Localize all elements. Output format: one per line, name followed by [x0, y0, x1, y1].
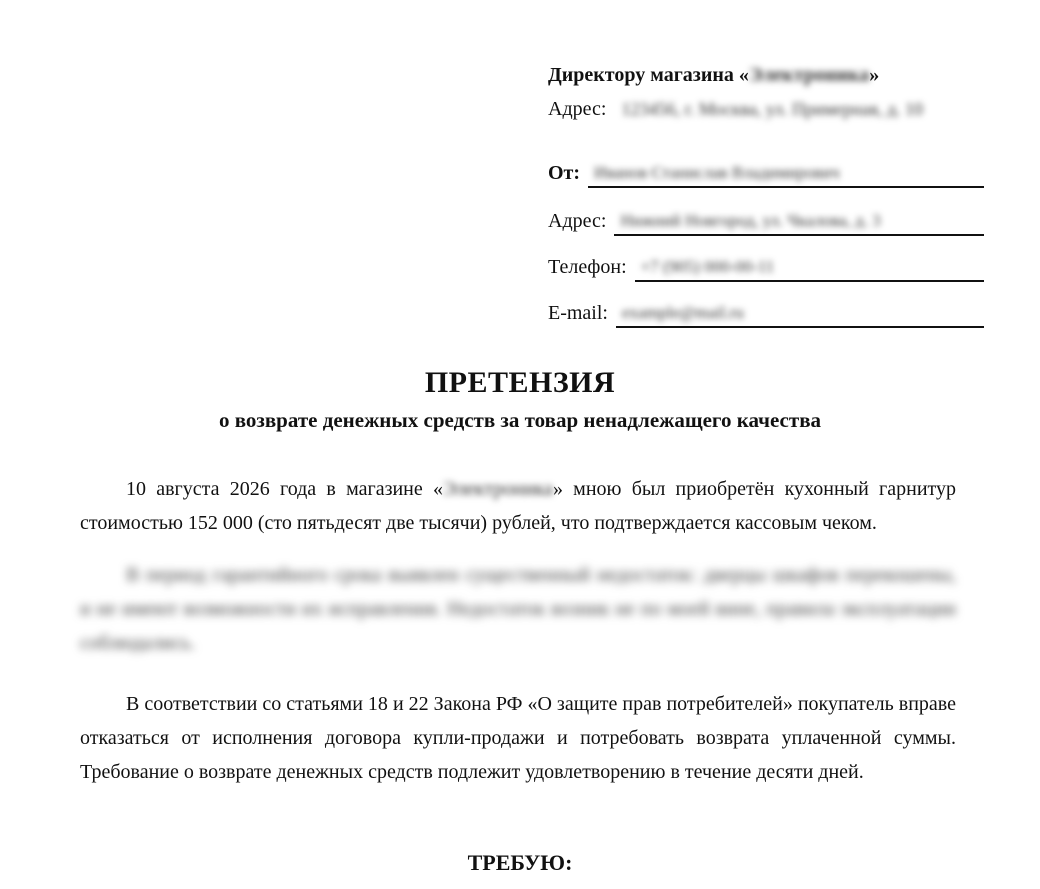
- sender-address-label: Адрес:: [548, 210, 607, 232]
- sender-address-field: [614, 208, 984, 236]
- sender-email-field: [616, 300, 984, 328]
- demand-heading: ТРЕБУЮ:: [467, 850, 573, 875]
- paragraph-defect-blurred: [80, 558, 956, 660]
- sender-email-row: [548, 298, 988, 328]
- sender-email-label: E-mail:: [548, 302, 608, 324]
- sender-from-value: Иванов Станислав Владимирович: [594, 163, 840, 182]
- recipient-address-line: [548, 94, 988, 124]
- document-subtitle: о возврате денежных средств за товар ненадлежащего качества: [218, 408, 822, 432]
- sender-phone-row: [548, 252, 988, 282]
- paragraph-purchase: [80, 472, 956, 540]
- paragraph-purchase-store: Электроника: [443, 478, 553, 500]
- paragraph-purchase-part2: » мною был приобретён кухонный гарнитур стоимостью 152 000 (сто пятьдесят две тысячи) рублей, что подтверждается кассовым чеком.: [80, 478, 957, 534]
- recipient-store-name: Электроника: [748, 64, 870, 86]
- sender-email-value: example@mail.ru: [621, 303, 744, 322]
- paragraph-purchase-part1: 10 августа 2026 года в магазине «: [126, 478, 443, 500]
- recipient-suffix: »: [869, 64, 880, 86]
- paragraph-legal-basis: В соответствии со статьями 18 и 22 Закона РФ «О защите прав потребителей» покупатель вправе отказаться от исполнения договора купли-продажи и потребовать возврата уплаченной суммы. Требование о возврате денежных средств подлежит удовлетворению в течение десяти дней.: [80, 693, 956, 783]
- sender-phone-label: Телефон:: [548, 256, 627, 278]
- sender-address-row: [548, 206, 988, 236]
- sender-phone-field: [635, 254, 984, 282]
- recipient-address-value: 123456, г. Москва, ул. Примерная, д. 10: [621, 99, 924, 119]
- recipient-line: [548, 60, 988, 90]
- recipient-prefix: Директору магазина «: [548, 64, 749, 86]
- sender-address-value: Нижний Новгород, ул. Чкалова, д. 3: [620, 211, 881, 230]
- recipient-address-label: Адрес:: [548, 98, 607, 120]
- paragraph-defect-text: В период гарантийного срока выявлен существенный недостаток: дверцы шкафов перекошены, и не имеют возможности их исправления. Недостаток возник не по моей вине, правила эксплуатации соблюдались.: [80, 564, 956, 654]
- document-title: ПРЕТЕНЗИЯ: [424, 366, 616, 399]
- sender-from-field: [588, 160, 984, 188]
- sender-phone-value: +7 (905) 000-00-11: [640, 257, 775, 276]
- sender-from-row: [548, 158, 988, 188]
- sender-from-label: От:: [548, 162, 581, 184]
